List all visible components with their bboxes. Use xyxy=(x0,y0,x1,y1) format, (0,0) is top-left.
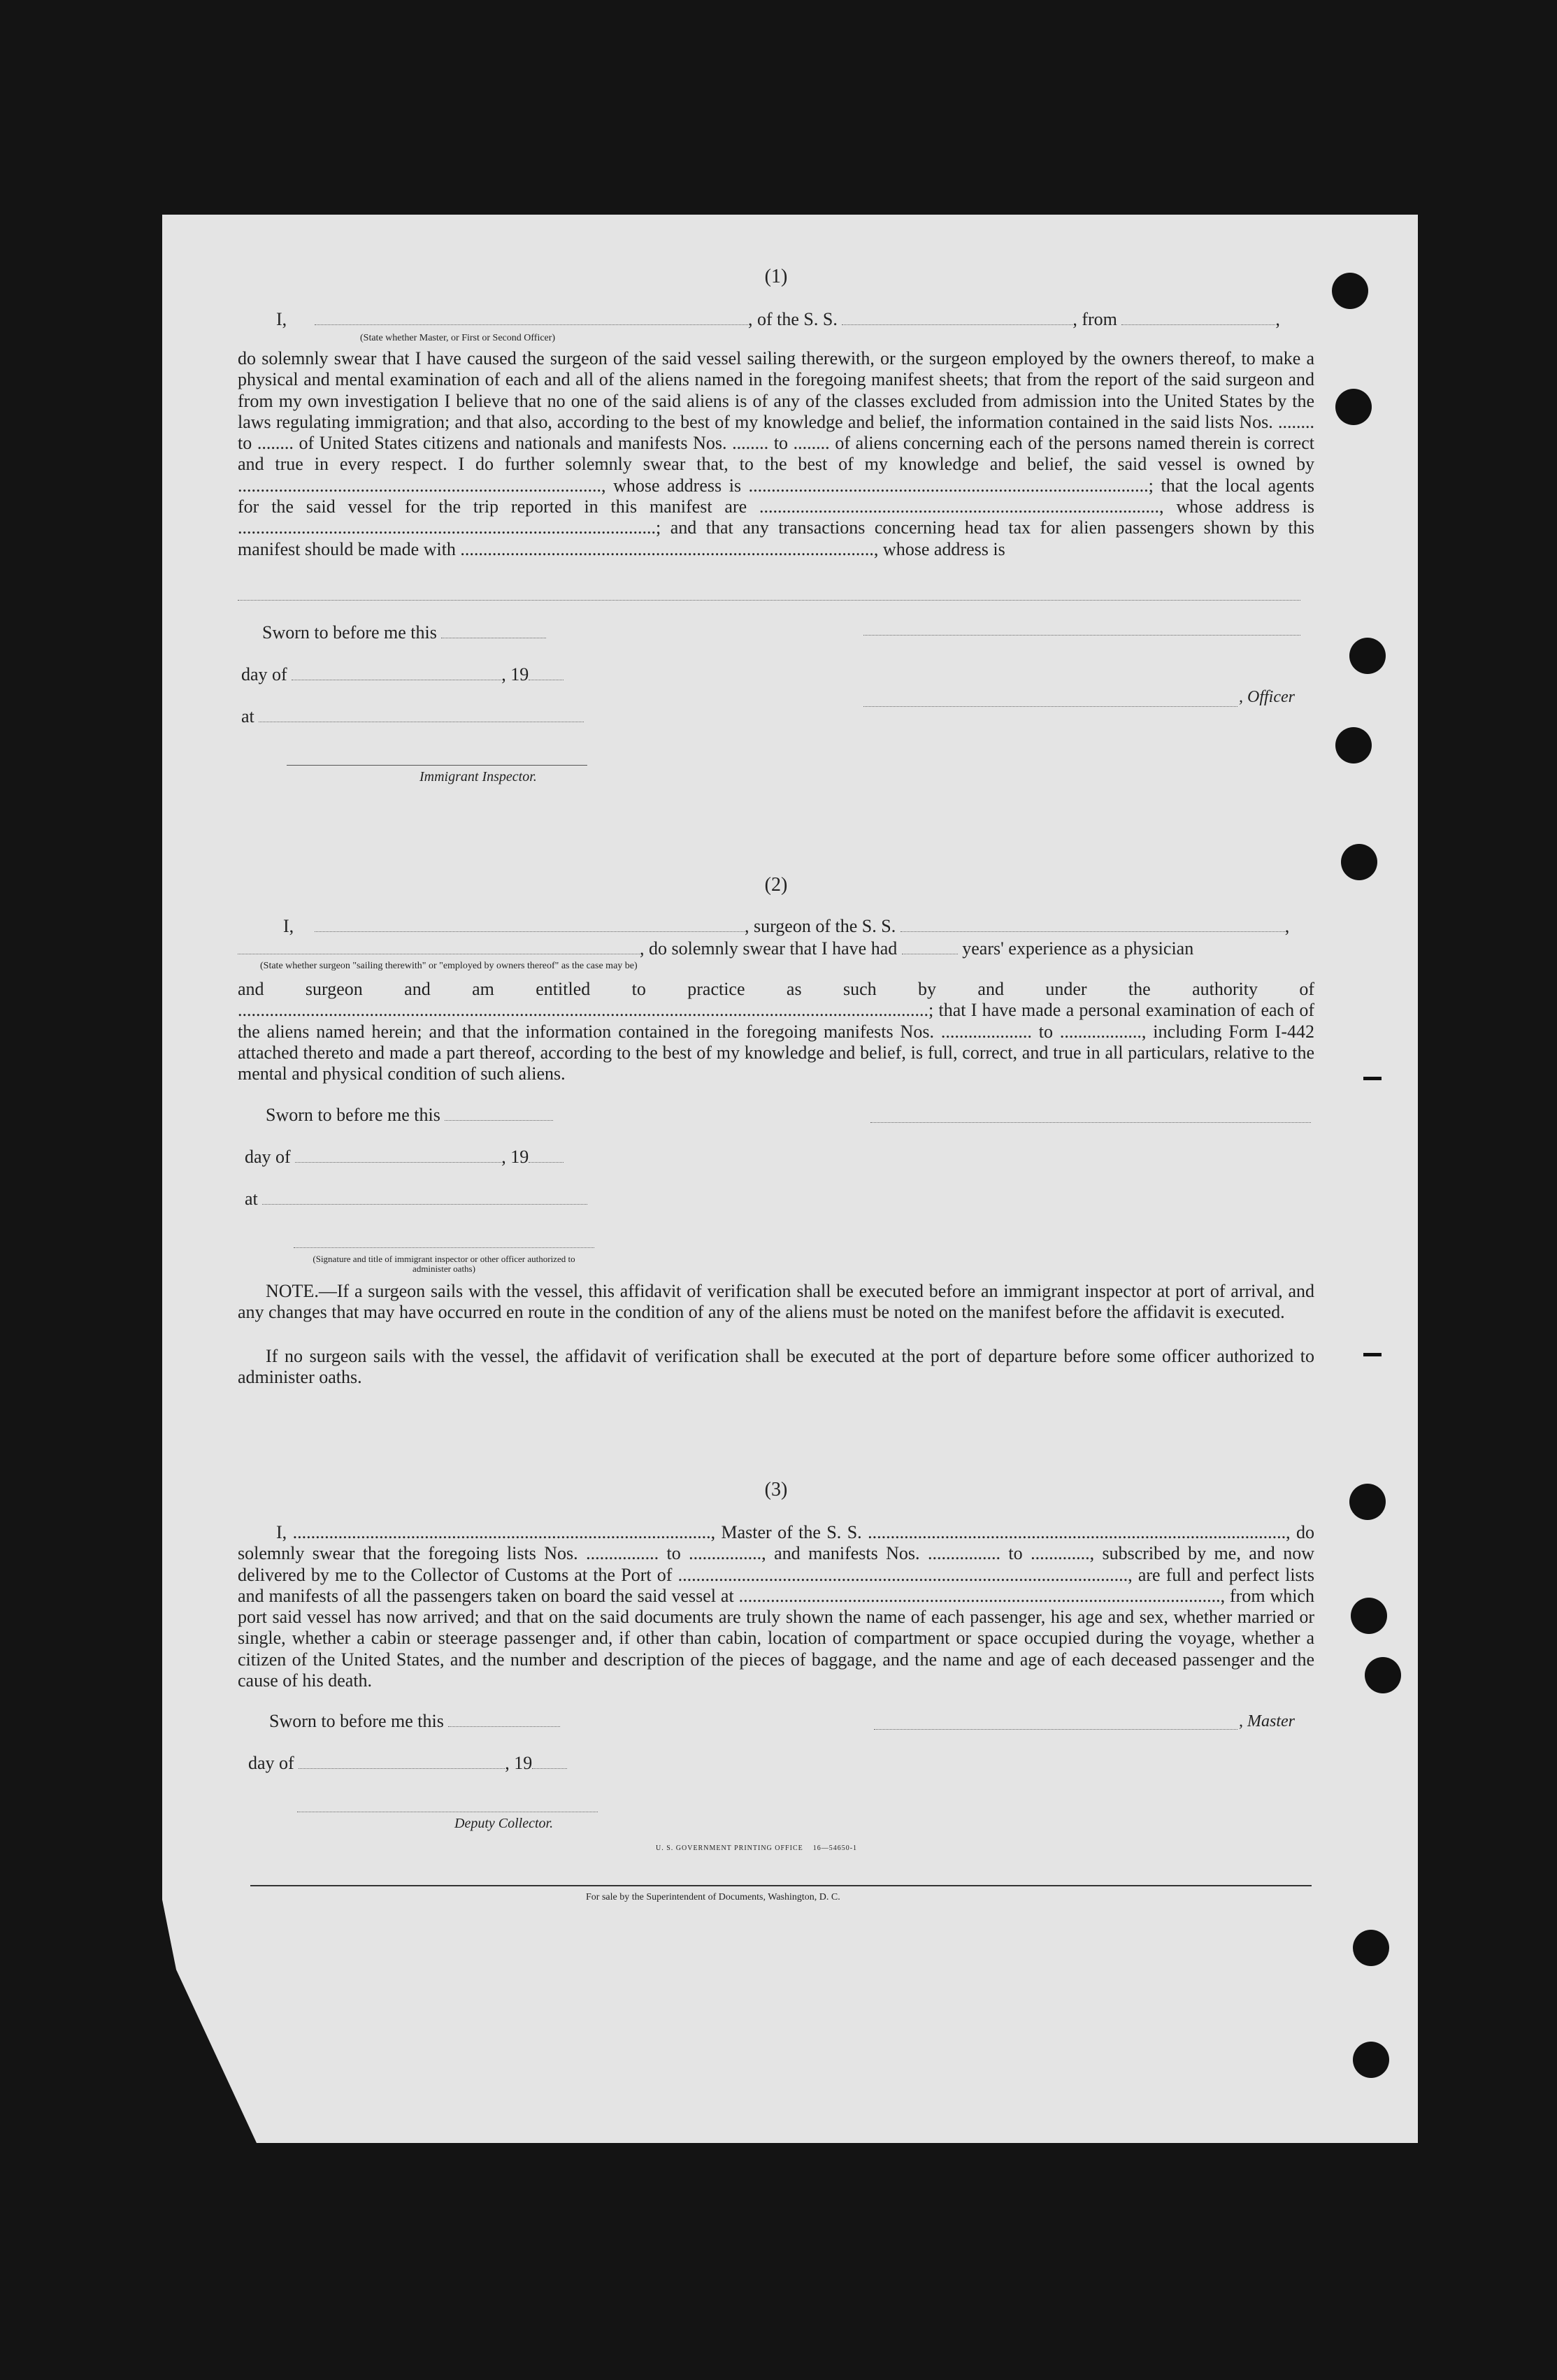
affidavit-master-section xyxy=(238,266,1314,797)
vessel-name-field[interactable] xyxy=(842,312,1072,325)
master-title: , Master xyxy=(1239,1712,1295,1730)
punch-hole xyxy=(1349,1484,1386,1520)
officer-rank-field[interactable] xyxy=(315,312,748,325)
edge-mark xyxy=(1363,1077,1382,1080)
signature-caption: (Signature and title of immigrant inspector or other officer authorized to administer oaths) xyxy=(313,1254,575,1274)
opening-line: I, , surgeon of the S. S. , xyxy=(283,916,1290,936)
affidavit-customs-section xyxy=(238,1479,1314,1842)
years-experience-field[interactable] xyxy=(902,941,958,954)
punch-hole xyxy=(1332,273,1368,309)
signature-line xyxy=(874,1729,1237,1730)
departure-port-field[interactable] xyxy=(1121,312,1275,325)
opening-line: I, , of the S. S. , from , xyxy=(276,309,1280,329)
note-paragraph: If no surgeon sails with the vessel, the affidavit of verification shall be executed at the port of departure before some officer authorized to administer oaths. xyxy=(238,1346,1314,1388)
sworn-label: Sworn to before me this xyxy=(269,1711,560,1732)
day-of-label: day of , 19 xyxy=(241,664,564,685)
note-paragraph: NOTE.—If a surgeon sails with the vessel, this affidavit of verification shall be executed before an immigrant inspector at port of arrival, and any changes that may have occurred en route in the condition of any of the aliens must be noted on the manifest before the affidavit is executed. xyxy=(238,1281,1314,1323)
section-number: (3) xyxy=(764,1479,788,1500)
day-of-label: day of , 19 xyxy=(245,1147,564,1168)
punch-hole xyxy=(1341,844,1377,880)
opening-line-2: , do solemnly swear that I have had years' experience as a physician xyxy=(238,938,1314,959)
punch-hole xyxy=(1335,389,1372,425)
punch-hole xyxy=(1351,1598,1387,1634)
signature-line xyxy=(870,1122,1311,1123)
officer-title: , Officer xyxy=(1239,688,1295,706)
oath-body: and surgeon and am entitled to practice as such by and under the authority of ........................................................................................................................................................; that I have made a personal examination of each of the aliens named herein; and that the information contained in the foregoing manifests Nos. .................... to .................., including Form I-442 attached thereto and made a part thereof, according to the best of my knowledge and belief, is full, correct, and true in all particulars, relative to the mental and physical condition of such aliens. xyxy=(238,979,1314,1084)
deputy-title: Deputy Collector. xyxy=(454,1816,554,1831)
sworn-label: Sworn to before me this xyxy=(262,622,546,643)
footer-rule xyxy=(250,1885,1312,1886)
day-of-label: day of , 19 xyxy=(248,1753,567,1774)
vessel-name-field[interactable] xyxy=(901,919,1285,932)
inspector-title: Immigrant Inspector. xyxy=(419,769,537,784)
at-label: at xyxy=(245,1189,587,1210)
printer-imprint: U. S. GOVERNMENT PRINTING OFFICE 16—54650-1 xyxy=(656,1844,858,1852)
signature-line xyxy=(863,706,1237,707)
punch-hole xyxy=(1335,727,1372,764)
oath-body: do solemnly swear that I have caused the surgeon of the said vessel sailing therewith, or the surgeon employed by the owners thereof, to make a physical and mental examination of each and all of the aliens named in the foregoing manifest sheets; that from the report of the said surgeon and from my own investigation I believe that no one of the said aliens is of any of the classes excluded from admission into the United States by the laws regulating immigration; and that also, according to the best of my knowledge and belief, the information contained in the said lists Nos. ........ to ........ of United States citizens and nationals and manifests Nos. ........ to ........ of aliens concerning each of the persons named therein is correct and true in every respect. I do further solemnly swear that, to the best of my knowledge and belief, the said vessel is owned by ................................................................................, whose address is ........................................................................................; that the local agents for the said vessel for the trip reported in this manifest are ........................................................................................, whose address is ............................................................................................; and that any transactions concerning head tax for alien passengers shown by this manifest should be made with ..........................................................................................., whose address is xyxy=(238,348,1314,559)
address-line xyxy=(238,600,1300,601)
surgeon-name-field[interactable] xyxy=(315,919,745,932)
punch-hole xyxy=(1349,638,1386,674)
edge-mark xyxy=(1363,1353,1382,1356)
field-caption: (State whether surgeon "sailing therewith" or "employed by owners thereof" as the case may be) xyxy=(260,961,638,971)
punch-hole xyxy=(1353,1930,1389,1966)
sworn-label: Sworn to before me this xyxy=(266,1105,553,1126)
section-number: (2) xyxy=(764,874,788,896)
punch-hole xyxy=(1365,1657,1401,1693)
surgeon-status-field[interactable] xyxy=(238,941,640,954)
signature-line xyxy=(863,635,1300,636)
oath-body: I, ............................................................................................, Master of the S. S. ............................................................................................, do solemnly swear that the foregoing lists Nos. ................ to ................, and manifests Nos. ................ to ............., subscribed by me, and now delivered by me to the Collector of Customs at the Port of ..................................................................................................., are full and perfect lists and manifests of all the passengers taken on board the said vessel at .........................................................................................................., from which port said vessel has now arrived; and that on the said documents are truly shown the name of each passenger, his age and sex, whether married or single, whether a cabin or steerage passenger and, if other than cabin, location of compartment or space occupied during the voyage, whether a citizen of the United States, and the number and description of the pieces of baggage, and the name and age of each deceased passenger and the cause of his death. xyxy=(238,1522,1314,1691)
at-label: at xyxy=(241,706,584,727)
signature-line xyxy=(287,765,587,766)
field-caption: (State whether Master, or First or Second Officer) xyxy=(360,333,556,343)
punch-hole xyxy=(1353,2042,1389,2078)
sale-notice: For sale by the Superintendent of Documents, Washington, D. C. xyxy=(586,1892,840,1902)
section-number: (1) xyxy=(764,266,788,287)
affidavit-surgeon-section xyxy=(238,874,1314,1412)
signature-line xyxy=(294,1247,594,1248)
